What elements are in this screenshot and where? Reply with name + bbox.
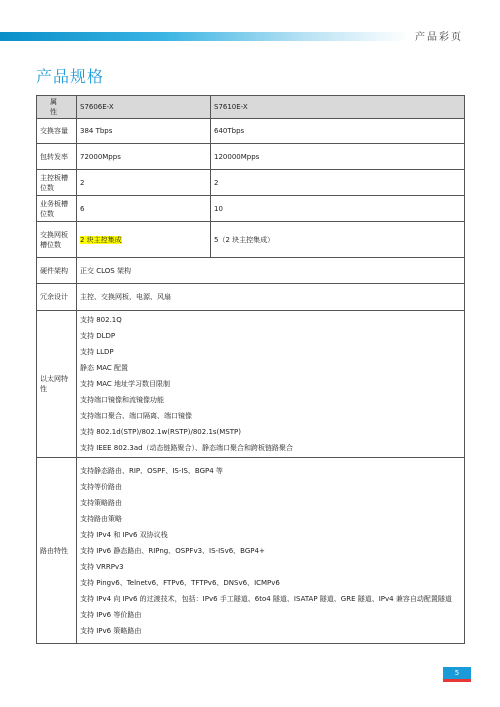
- header-attr: 属 性: [37, 96, 77, 119]
- page-number: 5: [443, 667, 471, 679]
- row-attr: 包转发率: [37, 144, 77, 170]
- feature-item: 支持端口镜像和流镜像功能: [80, 396, 164, 404]
- feature-item: 支持 IPv6 策略路由: [80, 626, 142, 635]
- table-row-ethernet: [37, 311, 465, 458]
- row-value-model-1: 2: [77, 170, 211, 196]
- row-attr: 主控板槽位数: [37, 170, 77, 196]
- header-model-1: S7606E-X: [77, 96, 211, 119]
- feature-item: 支持路由策略: [80, 514, 122, 523]
- feature-item: 支持等价路由: [80, 482, 122, 491]
- section-label: 产品彩页: [415, 32, 463, 43]
- feature-item: 支持 Pingv6、Telnetv6、FTPv6、TFTPv6、DNSv6、ICMPv6: [80, 578, 280, 587]
- row-value-model-1: 6: [77, 196, 211, 222]
- row-attr: 业务板槽位数: [37, 196, 77, 222]
- row-attr: 冗余设计: [37, 284, 77, 311]
- row-value-merged: 正交 CLOS 架构: [77, 258, 465, 284]
- row-value-model-2: 640Tbps: [211, 119, 465, 144]
- table-row: [37, 144, 465, 170]
- feature-item: 支持端口聚合、端口隔离、端口镜像: [80, 412, 192, 420]
- feature-item: 支持 IPv6 等价路由: [80, 610, 142, 619]
- feature-item: 支持 IPv6 静态路由、RIPng、OSPFv3、IS-ISv6、BGP4+: [80, 546, 265, 555]
- row-value-model-2: 10: [211, 196, 465, 222]
- feature-item: 支持 VRRPv3: [80, 562, 124, 571]
- feature-item: 支持 DLDP: [80, 332, 116, 340]
- row-value-model-2: 120000Mpps: [211, 144, 465, 170]
- table-row-routing: [37, 458, 465, 644]
- row-attr: 交换容量: [37, 119, 77, 144]
- row-attr: 以太网特性: [37, 311, 77, 458]
- highlighted-value: 2 块主控集成: [80, 235, 122, 244]
- feature-item: 支持 802.1d(STP)/802.1w(RSTP)/802.1s(MSTP): [80, 428, 241, 436]
- page-title: 产品规格: [36, 67, 105, 86]
- ethernet-features: [77, 311, 465, 458]
- feature-item: 支持 LLDP: [80, 348, 114, 356]
- table-row: [37, 222, 465, 258]
- row-value-model-1: 72000Mpps: [77, 144, 211, 170]
- header-model-2: S7610E-X: [211, 96, 465, 119]
- row-value-merged: 主控、交换网板、电源、风扇: [77, 284, 465, 311]
- table-row: [37, 196, 465, 222]
- feature-item: 支持 MAC 地址学习数目限制: [80, 380, 171, 388]
- footer-rule: [443, 679, 471, 682]
- feature-item: 静态 MAC 配置: [80, 364, 129, 372]
- feature-item: 支持 IEEE 802.3ad（动态链路聚合）、静态端口聚合和跨板链路聚合: [80, 444, 294, 452]
- table-row: [37, 170, 465, 196]
- row-attr: 交换网板槽位数: [37, 222, 77, 258]
- feature-item: 支持 802.1Q: [80, 316, 122, 324]
- feature-item: 支持策略路由: [80, 498, 122, 507]
- row-value-model-1: [77, 222, 211, 258]
- feature-item: 支持 IPv4 向 IPv6 的过渡技术，包括：IPv6 手工隧道、6to4 隧道、ISATAP 隧道、GRE 隧道、IPv4 兼容自动配置隧道: [80, 594, 452, 603]
- row-value-model-1: 384 Tbps: [77, 119, 211, 144]
- feature-item: 支持静态路由、RIP、OSPF、IS-IS、BGP4 等: [80, 466, 223, 475]
- row-value-model-2: 5（2 块主控集成）: [211, 222, 465, 258]
- spec-table: [36, 95, 465, 644]
- header-gradient-bar: [0, 32, 408, 41]
- routing-features: [77, 458, 465, 644]
- row-attr: 硬件架构: [37, 258, 77, 284]
- row-value-model-2: 2: [211, 170, 465, 196]
- table-header-row: [37, 96, 465, 119]
- table-row: [37, 284, 465, 311]
- row-attr: 路由特性: [37, 458, 77, 644]
- table-row: [37, 258, 465, 284]
- table-row: [37, 119, 465, 144]
- feature-item: 支持 IPv4 和 IPv6 双协议栈: [80, 530, 168, 539]
